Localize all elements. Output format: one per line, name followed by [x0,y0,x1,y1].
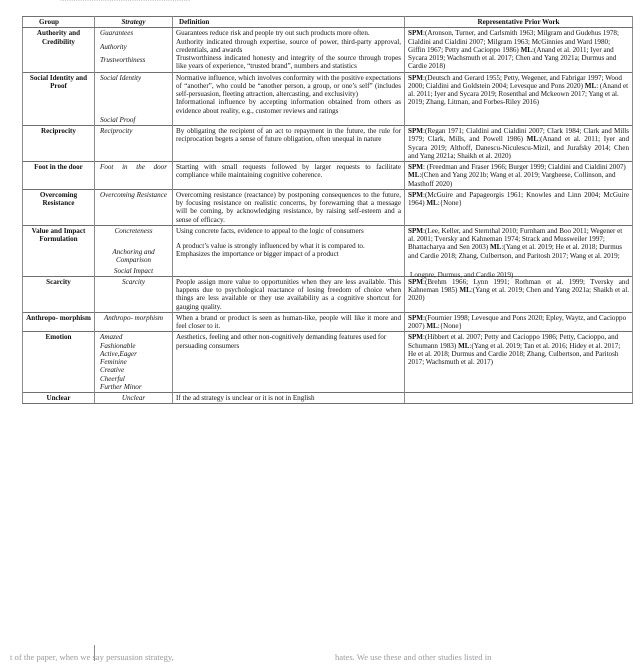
table-row [23,72,633,126]
row-references-cell [405,72,633,126]
row-references-cell [405,189,633,225]
row-group-cell: Foot in the door [23,162,95,190]
ml-refs: :(Yang et al. 2019; Tan et al. 2016; Hidey et al. 2017; He et al. 2018; Durmus and Cardie 2018; Zhang, Culbertson, and Paritosh 2017; Wachsmuth et al. 2017) [408,341,621,366]
ml-refs: :(Anand et al. 2011; Iyer and Sycara 2019; Wachsmuth et al. 2017; Chen and Yang 2021a; Durmus and Cardie 2018) [408,45,617,71]
ml-refs: :{None} [437,199,462,207]
ml-refs: :(Anand et al. 2011; Iyer and Sycara 2019; Althoff, Danescu-Niculescu-Mizil, and Jurafsky 2014; Chen and Yang 2021a; Shaikh et al. 2020) [408,135,629,160]
row-group-cell: Social Identity and Proof [23,72,95,126]
spm-refs: :(Deutsch and Gerard 1955; Petty, Wegener, and Fabrigar 1997; Wood 2000; Cialdini and Goldstein 2004; Levesque and Pons 2020) [408,73,622,90]
ml-refs: :(Yang et al. 2019; Chen and Yang 2021a; Shaikh et al. 2020) [408,286,629,303]
footer-right-column: hates. We use these and other studies listed in [335,652,492,662]
row-group-cell: Value and Impact Formulation [23,225,95,276]
row-references-cell [405,225,633,279]
row-group-cell: Authority and Credibility [23,28,95,72]
ml-label: ML [459,286,471,294]
persuasion-strategy-table-wrapper [22,16,632,404]
ml-label: ML [584,81,597,90]
row-references-cell [405,312,633,332]
table-row [23,276,633,312]
ml-label: ML [489,243,502,252]
row-group-cell: Overcoming Resistance [23,189,95,225]
spm-refs: :(Aronson, Turner, and Carlsmith 1963; Milgram and Gudehus 1978; Cialdini and Cialdini 2007; Milgram 1963; McGinnies and Ward 1980; Giffin 1967; Petty and Cacioppo 1986) [408,29,619,54]
row-strategy-cell: Anthropo- morphism [95,312,173,332]
table-row [23,28,633,72]
spm-refs: :(Hibbert et al. 2007; Petty and Cacioppo 1986; Petty, Cacioppo, and Schumann 1983) [408,333,619,350]
table-header [23,17,633,28]
spm-label: SPM [408,277,423,286]
row-strategy-cell: Foot in the door [95,162,173,190]
table-row [23,126,633,162]
table-row [23,332,633,393]
row-strategy-cell: Unclear [95,393,173,404]
row-definition-cell: By obligating the recipient of an act to repayment in the future, the rule for reciprocation begets a sense of future obligation, often unequal in nature [173,126,405,162]
spm-refs: :(McGuire and Papageorgis 1961; Knowles and Linn 2004; McGuire 1964) [408,190,629,207]
row-group-cell: Scarcity [23,276,95,312]
table-row [23,162,633,190]
table-body [23,28,633,404]
row-definition-cell: When a brand or product is seen as human-like, people will like it more and feel closer to it. [173,312,405,332]
row-definition-cell: Overcoming resistance (reactance) by postponing consequences to the future, by focusing resistance on realistic concerns, by forewarning that a message will be coming, by acknowledging resistance, by raising self-esteem and a sense of efficacy. [173,189,405,225]
row-strategy-cell: Social Identity Social Proof [95,72,173,126]
column-header-group: Group [23,17,95,28]
spm-refs: :(Fournier 1998; Levesque and Pons 2020; Epley, Waytz, and Cacioppo 2007) [408,313,627,330]
spm-label: SPM [408,29,423,38]
spm-label: SPM [408,127,423,135]
footer-left-column: t of the paper, when we say persuasion strategy, [10,652,174,662]
footer-body-text-fragment [0,652,640,665]
spm-label: SPM [408,333,423,342]
row-group-cell: Emotion [23,332,95,393]
ml-label: ML [408,171,420,180]
row-references-cell [405,28,633,72]
ml-refs: :{None} [437,322,462,330]
ml-label: ML [458,341,470,350]
column-header-strategy: Strategy [95,17,173,28]
spm-refs: :(Brehm 1966; Lynn 1991; Rothman et al. 1999; Tversky and Kahneman 1985) [408,277,629,294]
table-row [23,189,633,225]
spm-label: SPM [408,163,423,171]
row-group-cell: Anthropo- morphism [23,312,95,332]
table-row [23,312,633,332]
table-row [23,393,633,404]
row-definition-cell: Starting with small requests followed by larger requests to facilitate compliance while maintaining cognitive coherence. [173,162,405,190]
row-strategy-cell: Reciprocity [95,126,173,162]
row-definition-cell: Aesthetics, feeling and other non-cognitively demanding features used for persuading consumers [173,332,405,393]
ml-label: ML [520,45,533,54]
column-header-representative-prior-work: Representative Prior Work [405,17,633,28]
column-header-definition: Definition [173,17,405,28]
row-definition-cell: Guarantees reduce risk and people try out such products more often. Authority indicated through expertise, source of power, third-party approval, credentials, and awards Trustworthiness indicated honesty and integrity of the source through tropes like years of experience, “trusted brand”, numbers and statistics [173,28,405,72]
row-definition-cell: People assign more value to opportunities when they are less available. This happens due to psychological reactance of losing freedom of choice when things are less available or they use availability as a cognitive shortcut for gauging quality. [173,276,405,312]
spm-refs: :(Regan 1971; Cialdini and Cialdini 2007; Clark 1984; Clark and Mills 1979; Clark, Mills, and Powell 1986) [408,127,629,144]
row-definition-cell: Using concrete facts, evidence to appeal to the logic of consumers A product’s value is strongly influenced by what it is compared to. Emphasizes the importance or bigger impact of a product [173,225,405,276]
row-references-cell [405,332,633,393]
overlapping-reference-artifact: Longpre, Durmus, and Cardie 2019) [410,271,514,279]
row-strategy-cell: Amazed Fashionable Active,Eager Feminine Creative Cheerful Further Minor [95,332,173,393]
persuasion-strategy-table [22,16,633,404]
spm-refs: : (Freedman and Fraser 1966; Burger 1999; Cialdini and Cialdini 2007) [422,163,626,171]
ml-refs: :(Chen and Yang 2021b; Wang et al. 2019; Vargheese, Collinson, and Masthoff 2020) [408,171,616,188]
spm-label: SPM [408,190,423,199]
row-references-cell [405,276,633,312]
spm-label: SPM [408,226,423,235]
row-definition-cell: Normative influence, which involves conformity with the positive expectations of “another”, who could be “another person, a group, or one’s self” (includes self-persuasion, fleeting attraction, altercasting, and exclusivity) Informational influence by accepting information obtained from others as evidence about reality, e.g., customer reviews and ratings [173,72,405,126]
row-strategy-cell: Concreteness Anchoring and Comparison Social Impact [95,225,173,276]
clipped-top-text [60,0,580,6]
row-strategy-cell: Overcoming Resistance [95,189,173,225]
table-header-row [23,17,633,28]
spm-label: SPM [408,313,423,322]
spm-label: SPM [408,73,423,82]
ml-label: ML [426,199,438,207]
row-references-cell [405,162,633,190]
ml-label: ML [426,322,438,330]
ml-refs: :(Yang et al. 2019; He et al. 2018; Durmus and Cardie 2018; Zhang, Culbertson, and Paritosh 2017; Wang et al. 2019; [408,243,623,260]
row-definition-cell: If the ad strategy is unclear or it is not in English [173,393,405,404]
row-references-cell [405,393,633,404]
ml-label: ML [526,135,539,144]
row-group-cell: Reciprocity [23,126,95,162]
row-strategy-cell: Guarantees Authority Trustworthiness [95,28,173,72]
row-references-cell [405,126,633,162]
spm-refs: :(Lee, Keller, and Sternthal 2010; Furnham and Boo 2011; Wegener et al. 2001; Tversky and Kahneman 1974; Strack and Mussweiler 1997; Bhattacharya and Sen 2003) [408,226,623,252]
row-strategy-cell: Scarcity [95,276,173,312]
row-group-cell: Unclear [23,393,95,404]
ml-refs: : (Anand et al. 2011; Iyer and Sycara 2019; Rosenthal and Mckeown 2017; Yang et al. 2019; Zhang, Litman, and Forbes-Riley 2016) [408,81,629,107]
table-row [23,225,633,276]
